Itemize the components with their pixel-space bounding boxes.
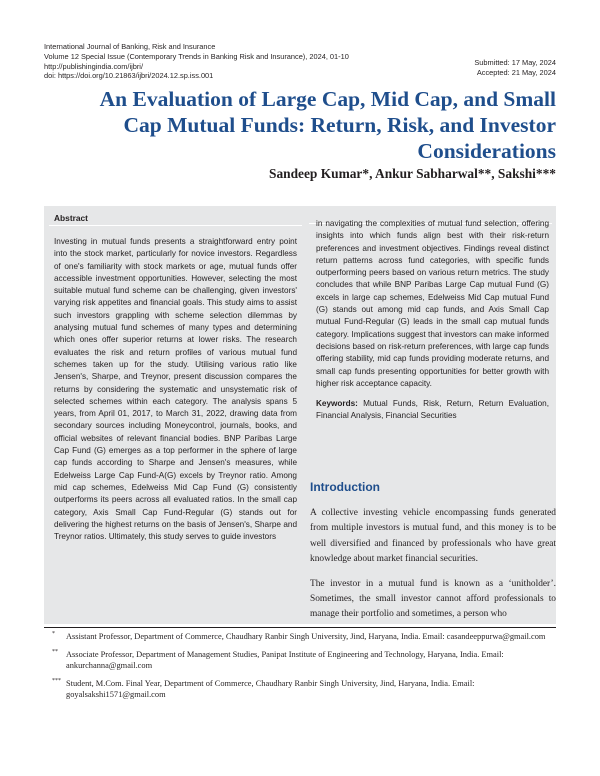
footnote-divider bbox=[44, 627, 556, 628]
introduction-heading: Introduction bbox=[310, 480, 380, 494]
introduction-body bbox=[310, 506, 556, 632]
journal-doi[interactable]: doi: https://doi.org/10.21863/ijbri/2024.12.sp.iss.001 bbox=[44, 71, 214, 81]
footnote-mark: * bbox=[52, 631, 55, 637]
journal-issue: Volume 12 Special Issue (Contemporary Trends in Banking Risk and Insurance), 2024, 01-10 bbox=[44, 51, 349, 61]
title-line: Cap Mutual Funds: Return, Risk, and Investor bbox=[123, 113, 556, 137]
abstract-divider bbox=[49, 225, 302, 226]
footnote-text: Assistant Professor, Department of Commerce, Chaudhary Ranbir Singh University, Jind, Haryana, India. Email: casandeeppurwa@gmail.com bbox=[66, 632, 546, 641]
footnotes bbox=[52, 631, 556, 707]
footnote-mark: ** bbox=[52, 648, 58, 655]
journal-header bbox=[44, 42, 349, 81]
footnote-text: Associate Professor, Department of Management Studies, Panipat Institute of Engineering and Technology, Haryana, India. Email: ankurchanna@gmail.com bbox=[66, 649, 504, 671]
journal-name: International Journal of Banking, Risk and Insurance bbox=[44, 42, 216, 51]
footnote-text: Student, M.Com. Final Year, Department of Commerce, Chaudhary Ranbir Singh University, Jind, Haryana, India. Email: goyalsakshi1571@gmail.com bbox=[66, 678, 475, 700]
abstract-text-column-1: Investing in mutual funds presents a straightforward entry point into the stock market, particularly for novice investors. Regardless of one's familiarity with stock markets or age, mutual funds offer accessible investment opportunities. However, selecting the most suitable mutual fund scheme can be challenging, given investors' varying risk appetites and financial goals. This study aims to assist such investors grappling with scheme selection dilemmas by analysing mutual fund schemes of many types and determining which ones offer superior returns at lower risks. The research evaluates the risk and return profiles of various mutual fund schemes taken up for the study. Utilising various ratio like Jensen's, Sharpe, and Treynor, present discussion compares the returns by considering the systematic and unsystematic risk of selected schemes within each category. The analysis spans 5 years, from April 01, 2017, to March 31, 2022, drawing data from secondary sources including Moneycontrol, journals, books, and official websites of relevant financial bodies. BNP Paribas Large Cap Fund (G) emerges as a top performer in the sphere of large cap funds according to Sharpe and Jensen's measures, while Edelweiss Large Cap Fund-A(G) excels by Treynor ratio. Among mid cap schemes, Edelweiss Mid Cap Fund (G) consistently outperforms its peers across all evaluated ratios. In the small cap category, Axis Small Cap Fund-Regular (G) stands out for delivering the highest returns on the basis of Jensen's, Sharpe and Treynor ratios. Ultimately, this study serves to guide investors bbox=[54, 237, 297, 542]
title-line: Considerations bbox=[417, 139, 556, 163]
submitted-date: Submitted: 17 May, 2024 bbox=[474, 58, 556, 67]
footnote bbox=[52, 678, 556, 701]
footnote bbox=[52, 631, 556, 643]
dates-block bbox=[474, 58, 556, 78]
paper-title bbox=[40, 86, 556, 164]
abstract-text-column-2 bbox=[316, 218, 549, 423]
title-line: An Evaluation of Large Cap, Mid Cap, and Small bbox=[99, 87, 556, 111]
paragraph: The investor in a mutual fund is known as a ‘unitholder’. Sometimes, the small investor cannot afford professionals to manage their portfolio and sometimes, a person who bbox=[310, 578, 556, 620]
abstract-text-continued: in navigating the complexities of mutual fund selection, offering insights into which funds align best with their risk-return preferences and investment objectives. Findings reveal distinct return patterns across fund categories, with specific funds outperforming peers based on various return metrics. The study concludes that while BNP Paribas Large Cap mutual Fund (G) excels in large cap schemes, Edelweiss Mid Cap mutual Fund (G) stands out among mid cap funds, and Axis Small Cap mutual Fund-Regular (G) leads in the small cap mutual funds category. Implications suggest that investors can make informed decisions based on risk-return preferences, with large cap funds offering stability, mid cap funds providing moderate returns, and small cap funds presenting opportunities for better growth with higher risk acceptance capacity. bbox=[316, 219, 549, 388]
journal-url[interactable]: http://publishingindia.com/ijbri/ bbox=[44, 61, 144, 71]
keywords-label: Keywords: bbox=[316, 399, 358, 409]
paragraph: A collective investing vehicle encompassing funds generated from multiple investors is mutual fund, and this money is to be well diversified and financed by professionals who have great knowledge about market financial securities. bbox=[310, 508, 556, 565]
keywords-list: Mutual Funds, Risk, Return, Return Evaluation, Financial Analysis, Financial Securities bbox=[316, 399, 549, 421]
keywords bbox=[316, 398, 549, 423]
abstract-heading: Abstract bbox=[54, 213, 88, 223]
author-list: Sandeep Kumar*, Ankur Sabharwal**, Sakshi*** bbox=[269, 166, 556, 181]
footnote-mark: *** bbox=[52, 677, 61, 684]
footnote bbox=[52, 649, 556, 672]
accepted-date: Accepted: 21 May, 2024 bbox=[476, 67, 556, 77]
